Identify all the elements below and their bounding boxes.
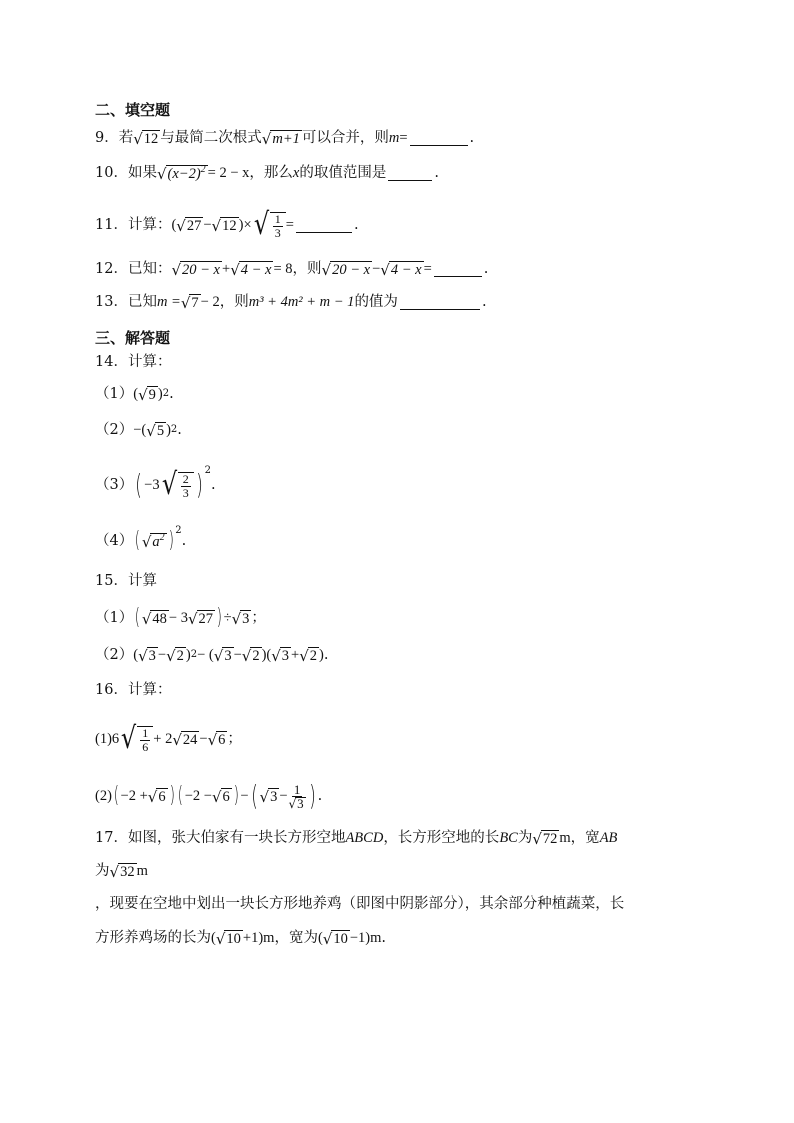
question-12: 12．已知： √ 20 − x + √ 4 − x = 8，则 √ 20 − x − √ 4 − x = . <box>95 260 489 279</box>
radical: √ $\frac{2}{3}$ <box>160 470 194 500</box>
question-15-part-1: （1） ( √ 48 − 3 √ 27 ) ÷ √ 3 ； <box>95 605 266 630</box>
question-15-part-2: （2） ( √ 3 − √ 2 ) 2 − ( √ 3 − √ 2 )( √ 3 + √ 2 ) . <box>95 646 329 665</box>
radical: √ 4 − x <box>230 260 272 279</box>
question-14-part-1: （1） ( √ 9 ) 2 . <box>95 385 174 404</box>
radical: √ 48 <box>141 609 167 628</box>
question-11: 11．计算： ( √ 27 − √ 12 )× √ $\frac{1}{3}$ = . <box>95 207 359 242</box>
radical: √ 6 <box>147 787 166 806</box>
radical: √ 9 <box>138 385 156 404</box>
question-17-line-2: 为 √ 32 m <box>95 862 148 881</box>
question-16-part-1: (1) 6 √ $\frac{1}{6}$ + 2 √ 24 − √ 6 ； <box>95 721 242 756</box>
question-9: 9．若 √ 12 与最简二次根式 √ m+1 可以合并，则 m = . <box>95 129 475 148</box>
radical: √ 20 − x <box>321 260 371 279</box>
question-14-part-2: （2） −( √ 5 ) 2 . <box>95 421 182 440</box>
question-13: 13．已知 m = √ 7 − 2，则 m³ + 4m² + m − 1 的值为 . <box>95 293 487 312</box>
radical: √ 3 <box>259 787 278 806</box>
question-15-title: 15．计算 <box>95 573 157 589</box>
radical: √ 4 − x <box>380 260 422 279</box>
radical: √ 2 <box>241 646 260 665</box>
question-14-part-4: （4） ( √ $a^2$ ) $^2$ . <box>95 525 187 553</box>
radical: √ 3 <box>138 646 156 665</box>
radical: √ $(x-2)^2$ <box>156 163 206 183</box>
radical: √ $a^2$ <box>141 531 165 551</box>
question-14-title: 14．计算： <box>95 354 172 370</box>
question-16-title: 16．计算： <box>95 682 172 698</box>
radical: √ 2 <box>166 646 184 665</box>
question-17-line-1: 17．如图，张大伯家有一块长方形空地 ABCD ，长方形空地的长 BC 为 √ 72 m，宽 AB <box>95 829 618 848</box>
radical: √ $\frac{1}{6}$ <box>119 724 153 754</box>
section-answer-heading: 三、解答题 <box>95 329 171 347</box>
radical: √ 6 <box>207 730 226 749</box>
radical: √ 12 <box>211 216 237 235</box>
radical: √ $\frac{1}{3}$ <box>252 210 286 240</box>
radical: √ 7 <box>180 293 199 312</box>
radical: √ 3 <box>271 646 290 665</box>
question-17-line-3: ，现要在空地中划出一块长方形地养鸡（即图中阴影部分），其余部分种植蔬菜，长 <box>95 896 625 912</box>
radical: √ 5 <box>146 421 165 440</box>
radical: √ 20 − x <box>171 260 220 279</box>
radical: √ m+1 <box>261 129 300 148</box>
answer-blank[interactable] <box>434 262 482 277</box>
radical: √ 6 <box>211 787 230 806</box>
answer-blank[interactable] <box>296 218 352 233</box>
radical: √ 10 <box>215 929 241 948</box>
radical: √ 32 <box>109 862 135 881</box>
radical: √ 72 <box>532 829 558 848</box>
radical: √ 3 <box>213 646 232 665</box>
question-14-part-3: （3） ( −3 √ $\frac{2}{3}$ ) $^2$ . <box>95 465 216 502</box>
radical: √ 24 <box>172 730 198 749</box>
radical: √ 27 <box>176 216 202 235</box>
question-16-part-2: (2) ( −2 + √ 6 ) ( −2 − √ 6 ) − ( √ 3 − 1 √ 3 ) . <box>95 779 323 812</box>
radical: √ 3 <box>231 609 250 628</box>
radical: √ 12 <box>133 129 159 148</box>
question-10: 10．如果 √ $(x-2)^2$ = 2 − x，那么 x 的取值范围是 . <box>95 163 439 183</box>
answer-blank[interactable] <box>400 295 480 310</box>
radical: √ 27 <box>187 609 214 628</box>
section-fill-blank-heading: 二、填空题 <box>95 101 171 119</box>
radical: √ 2 <box>299 646 318 665</box>
answer-blank[interactable] <box>410 131 468 146</box>
radical: √ 10 <box>322 929 348 948</box>
answer-blank[interactable] <box>388 166 432 181</box>
question-17-line-4: 方形养鸡场的长为 ( √ 10 +1)m，宽为 ( √ 10 −1)m . <box>95 929 387 948</box>
